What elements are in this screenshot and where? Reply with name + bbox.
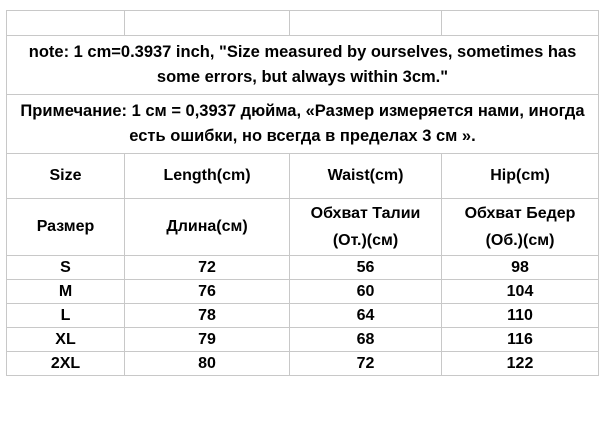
cell-length: 80: [125, 352, 290, 376]
empty-top-row: [7, 11, 599, 36]
table-row-s: [7, 256, 599, 280]
cell-hip: 116: [442, 328, 599, 352]
cell-length: 79: [125, 328, 290, 352]
cell-hip: 104: [442, 280, 599, 304]
cell-hip: 110: [442, 304, 599, 328]
table-row-l: [7, 304, 599, 328]
cell-size: L: [7, 304, 125, 328]
cell-waist: 72: [290, 352, 442, 376]
note-row-english: [7, 36, 599, 95]
header-row-english: [7, 154, 599, 199]
empty-cell: [290, 11, 442, 36]
header-waist-ru-line1: Обхват Талии: [310, 205, 421, 222]
table-row-m: [7, 280, 599, 304]
empty-cell: [7, 11, 125, 36]
table-row-2xl: [7, 352, 599, 376]
cell-size: 2XL: [7, 352, 125, 376]
cell-size: S: [7, 256, 125, 280]
cell-length: 78: [125, 304, 290, 328]
header-waist-ru-line2: (От.)(см): [332, 232, 399, 249]
cell-waist: 60: [290, 280, 442, 304]
cell-size: M: [7, 280, 125, 304]
size-chart-table: [6, 10, 599, 376]
header-length: Length(cm): [125, 154, 290, 199]
cell-waist: 68: [290, 328, 442, 352]
cell-hip: 98: [442, 256, 599, 280]
header-size-ru: Размер: [7, 199, 125, 256]
header-waist-ru: [290, 199, 442, 256]
header-hip-ru-line1: Обхват Бедер: [464, 205, 576, 222]
note-cell-russian: [7, 95, 599, 154]
note-row-russian: [7, 95, 599, 154]
empty-cell: [125, 11, 290, 36]
note-russian: Примечание: 1 см = 0,3937 дюйма, «Размер измеряется нами, иногда есть ошибки, но всегда в пределах 3 см ».: [20, 102, 585, 145]
header-hip: Hip(cm): [442, 154, 599, 199]
cell-length: 72: [125, 256, 290, 280]
header-waist: Waist(cm): [290, 154, 442, 199]
note-english: note: 1 cm=0.3937 inch, "Size measured by ourselves, sometimes has some errors, but always within 3cm.": [28, 43, 577, 86]
empty-cell: [442, 11, 599, 36]
cell-waist: 64: [290, 304, 442, 328]
header-hip-ru: [442, 199, 599, 256]
header-size: Size: [7, 154, 125, 199]
cell-size: XL: [7, 328, 125, 352]
table-row-xl: [7, 328, 599, 352]
cell-hip: 122: [442, 352, 599, 376]
header-hip-ru-line2: (Об.)(см): [485, 232, 555, 249]
cell-length: 76: [125, 280, 290, 304]
note-cell-english: [7, 36, 599, 95]
cell-waist: 56: [290, 256, 442, 280]
header-length-ru: Длина(см): [125, 199, 290, 256]
header-row-russian: [7, 199, 599, 256]
